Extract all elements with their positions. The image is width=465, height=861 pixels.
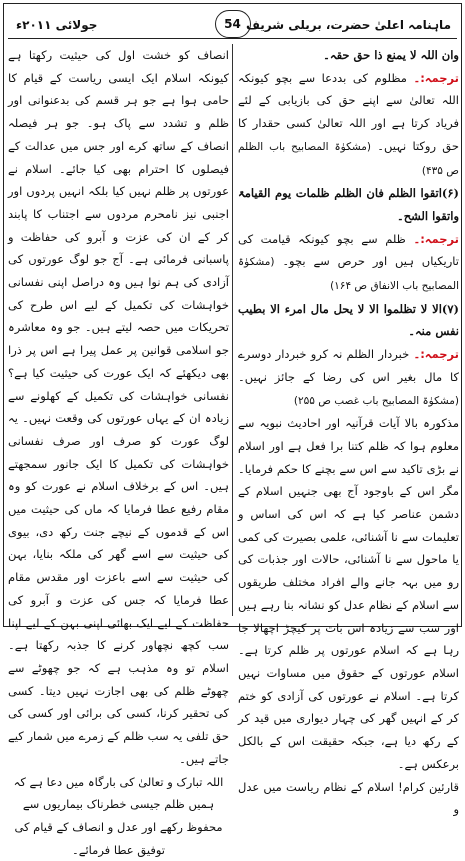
reference: (مشکوٰۃ المصابیح باب الظلم ص ۴۳۵) — [238, 141, 459, 177]
translation-7 — [238, 343, 459, 412]
column-divider — [232, 44, 233, 616]
translation-5 — [238, 67, 459, 183]
header-divider — [8, 38, 457, 39]
body-paragraph: انصاف کو خشت اول کی حیثیت رکھتا ہے کیونکہ اسلام ایک ایسی ریاست کے قیام کا حامی ہوا ہے جو ہر قسم کی بدعنوانی اور ظلم و تشدد سے پاک ہو۔ جو ہر فیصلہ انصاف کے ساتھ کرے اور جس میں عدالت کے فیصلوں کا احترام بھی کیا جائے۔ اسلام نے عورتوں پر ظلم نہیں کیا بلکہ انہیں پردوں اور اجنبی نیز نامحرم مردوں سے اجتناب کا پابند کر کے ان کی عزت و آبرو کی حفاظت و پاسبانی فرمائی ہے۔ آج جو لوگ عورتوں کی آزادی کی ہم نوا ہیں وہ دراصل اپنی نفسانی خواہشات کی تکمیل کے لیے اس طرح کی تحریکات میں حصہ لیتے ہیں۔ جو وہ معاشرہ جو اسلامی قوانین پر عمل پیرا ہے اس پر ذرا بھی دیکھئے کہ ایک عورت کی حیثیت کیا ہے؟ نفسانی خواہشات کی تکمیل کے کھلونے سے زیادہ ان کے یہاں عورتوں کی وقعت نہیں۔ یہ لوگ عورت کو صرف اور صرف نفسانی خواہشات کی تکمیل کا ایک جانور سمجھتے ہیں۔ اس کے برخلاف اسلام نے عورت کو وہ مقام رفیع عطا فرمایا کہ ماں کی حیثیت میں اس کے قدموں کے نیچے جنت رکھ دی، بیوی کی حیثیت سے اسے گھر کی ملکہ بنایا، بہن کی حیثیت سے اسے باعزت اور مقدس مقام عطا فرمایا کہ جس کی عزت و آبرو کی حفاظت کے لیے ایک بھائی اپنی بہن کے لیے اپنا سب کچھ نچھاور کرنے کا جذبہ رکھتا ہے۔ اسلام تو وہ مذہب ہے کہ جو چھوٹے سے چھوٹے ظلم کی بھی اجازت نہیں دیتا۔ کسی کی تحقیر کرنا، کسی کی برائی اور کسی کی حق تلفی یہ سب ظلم کے زمرے میں شمار کیے جاتے ہیں۔ — [8, 44, 229, 771]
magazine-title: ماہنامہ اعلیٰ حضرت، بریلی شریف — [246, 18, 451, 32]
translation-label: ترجمہ:۔ — [413, 347, 459, 361]
arabic-hadith-5-end: وان اللہ لا یمنع ذا حق حقہ۔ — [238, 44, 459, 67]
translation-label: ترجمہ:۔ — [413, 232, 459, 246]
page-header — [8, 8, 457, 40]
arabic-hadith-6: (۶)اتقوا الظلم فان الظلم ظلمات یوم القیامۃ واتقوا الشح۔ — [238, 182, 459, 227]
body-paragraph: مذکورہ بالا آیات قرآنیہ اور احادیث نبویہ سے معلوم ہوا کہ ظلم کتنا برا فعل ہے اور اسلام نے بڑی تاکید سے اس سے بچنے کا حکم فرمایا۔ مگر اس کے باوجود آج بھی جنہیں اسلام کے دشمن عناصر کیا ہے کہ اس کی اساس و تعلیمات سے نا آشنائی، علمی بصیرت کی کمی یا ماحول سے نا آشنائی، حالات اور جذبات کی رو میں بہہ جانے والے افراد مختلف طریقوں سے اسلام کے نظام عدل کو نشانہ بنا رہے ہیں اور سب سے زیادہ اس بات پر کیچڑ اچھالا جا رہا ہے کہ اسلام عورتوں پر ظلم کرتا ہے۔ اسلام عورتوں کے حقوق میں مساوات نہیں کرتا ہے۔ اسلام نے عورتوں کی آزادی کو ختم کر کے انہیں گھر کی چہار دیواری میں قید کر کے رکھ دیا ہے، جبکہ حقیقت اس کے بالکل برعکس ہے۔ — [238, 412, 459, 775]
translation-text: خبردار الظلم نہ کرو خبردار دوسرے کا مال بغیر اس کی رضا کے جائز نہیں۔ — [238, 347, 459, 384]
translation-6 — [238, 228, 459, 298]
issue-date: جولائی ۲۰۱۱ء — [16, 18, 97, 32]
reference: (مشکوٰۃ المصابیح باب غصب ص ۲۵۵) — [294, 395, 459, 407]
arabic-hadith-7: (۷)الا لا تظلموا الا لا یحل مال امرء الا بطیب نفس منہ۔ — [238, 298, 459, 343]
translation-text: مظلوم کی بددعا سے بچو کیونکہ اللہ تعالیٰ سے اپنے حق کی بازیابی کے لئے فریاد کرتا ہے اور اللہ تعالیٰ کسی حقدار کا حق روکتا نہیں۔ — [238, 71, 459, 153]
closing-prayer: اللہ تبارک و تعالیٰ کی بارگاہ میں دعا ہے کہ ہمیں ظلم جیسی خطرناک بیماریوں سے محفوظ رکھے اور عدل و انصاف کے قیام کی توفیق عطا فرمائے۔ — [8, 771, 229, 861]
body-paragraph-continues: قارئین کرام! اسلام کے نظام ریاست میں عدل و — [238, 776, 459, 821]
translation-text: ظلم سے بچو کیونکہ قیامت کی تاریکیاں ہیں اور حرص سے بچو۔ — [238, 232, 459, 269]
reference: (مشکوٰۃ المصابیح باب الانفاق ص ۱۶۴) — [238, 256, 459, 292]
right-column — [238, 44, 459, 620]
translation-label: ترجمہ:۔ — [413, 71, 459, 85]
left-column — [8, 44, 229, 620]
page-number: 54 — [215, 10, 251, 38]
